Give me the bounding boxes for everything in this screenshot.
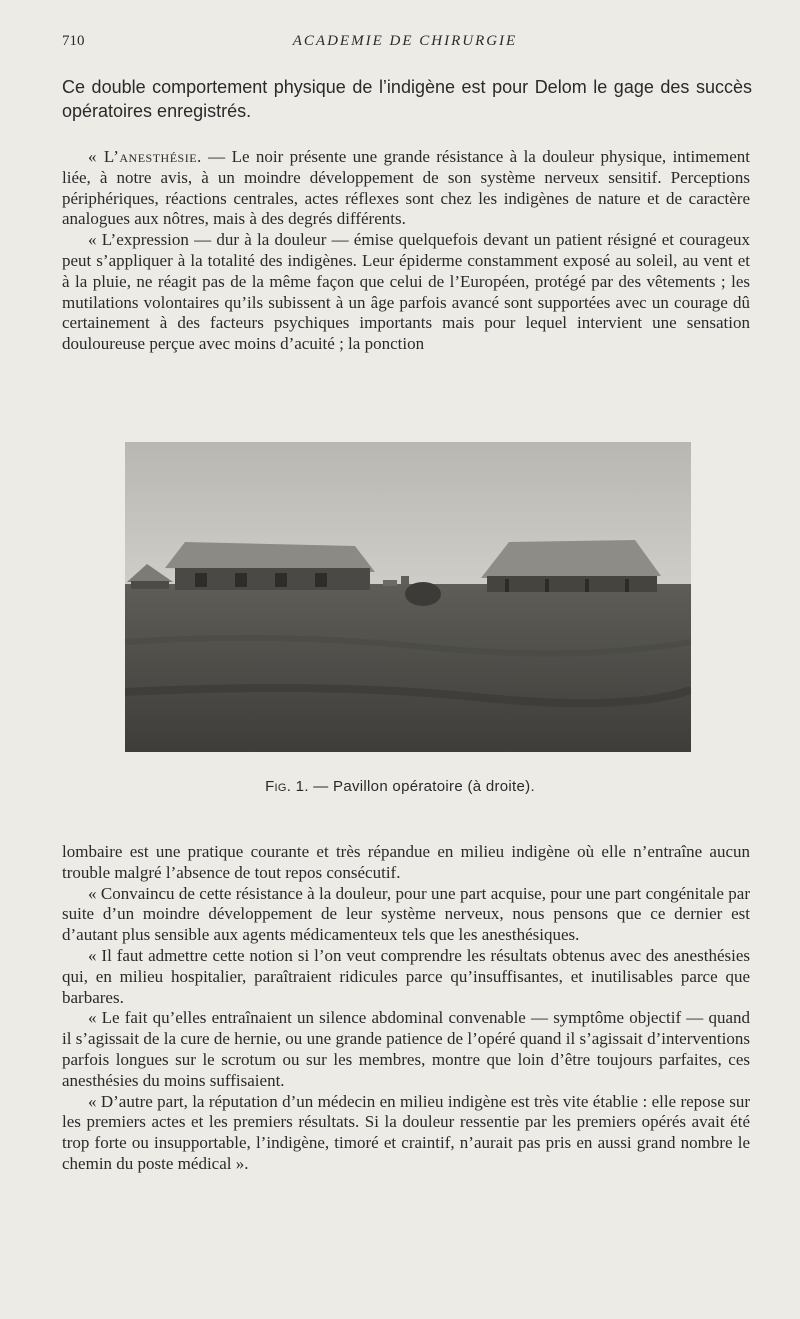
section-heading: « L’anesthésie. bbox=[88, 147, 202, 166]
page-header bbox=[62, 33, 748, 53]
text-block-top bbox=[62, 147, 750, 355]
paragraph-admettre: « Il faut admettre cette notion si l’on veut comprendre les résultats obtenus avec des anesthésies qui, en milieu hospitalier, paraîtraient ridicules parce qu’insuffisantes, et inutilisables parce que barbares. bbox=[62, 945, 750, 1007]
paragraph-continuation: lombaire est une pratique courante et très répandue en milieu indigène où elle n’entraîne aucun trouble malgré l’absence de tout repos consécutif. bbox=[62, 842, 750, 882]
text-block-bottom bbox=[62, 842, 750, 1175]
paragraph-expression: « L’expression — dur à la douleur — émise quelquefois devant un patient résigné et courageux peut s’appliquer à la totalité des indigènes. Leur épiderme constamment exposé au soleil, au vent et à la pluie, ne réagit pas de la même façon que celui de l’Européen, protégé par des vêtements ; les mutilations volontaires qu’ils subissent à un âge parfois avancé sont supportées avec un courage dû certainement à des facteurs psychiques importants mais pour lequel intervient une sensation douloureuse perçue avec moins d’acuité ; la ponction bbox=[62, 230, 750, 354]
paragraph-reputation: « D’autre part, la réputation d’un médecin en milieu indigène est très vite établie : elle repose sur les premiers actes et les premiers résultats. Si la douleur ressentie par les premiers opérés avait été trop forte ou insupportable, l’indigène, timoré et craintif, n’aurait pas pris en aussi grand nombre le chemin du poste médical ». bbox=[62, 1091, 750, 1173]
photo-pavillon-operatoire bbox=[125, 442, 691, 752]
figure-caption bbox=[0, 778, 800, 795]
photo-image bbox=[125, 442, 691, 752]
figure-caption-text: — Pavillon opératoire (à droite). bbox=[308, 778, 535, 795]
paragraph-silence: « Le fait qu’elles entraînaient un silence abdominal convenable — symptôme objectif — quand il s’agissait de la cure de hernie, ou une grande patience de l’opéré quand il s’agissait d’interventions parfois longues sur le scrotum ou sur les membres, montre que loin d’être toujours parfaites, ces anesthésies du moins suffisaient. bbox=[62, 1008, 750, 1090]
intro-paragraph: Ce double comportement physique de l’indigène est pour Delom le gage des succès opératoires enregistrés. bbox=[62, 77, 752, 121]
paragraph-convaincu: « Convaincu de cette résistance à la douleur, pour une part acquise, pour une part congénitale par suite d’un moindre développement de leur système nerveux, nous pensons que ce dernier est d’autant plus sensible aux agents médicamenteux tels que les anesthésiques. bbox=[62, 883, 750, 945]
running-title: ACADEMIE DE CHIRURGIE bbox=[292, 33, 518, 49]
paragraph-text: — Le noir présente une grande résistance à la douleur physique, intimement liée, à notre avis, à un moindre développement de son système nerveux sensitif. Perceptions périphériques, réactions centrales, actes réflexes sont chez les indigènes de nature et de caractère analogues aux nôtres, mais à des degrés différents. bbox=[62, 147, 751, 229]
paragraph-anesthesie bbox=[62, 147, 750, 230]
figure-label: Fig. 1. bbox=[265, 778, 309, 795]
page-number: 710 bbox=[62, 33, 85, 49]
